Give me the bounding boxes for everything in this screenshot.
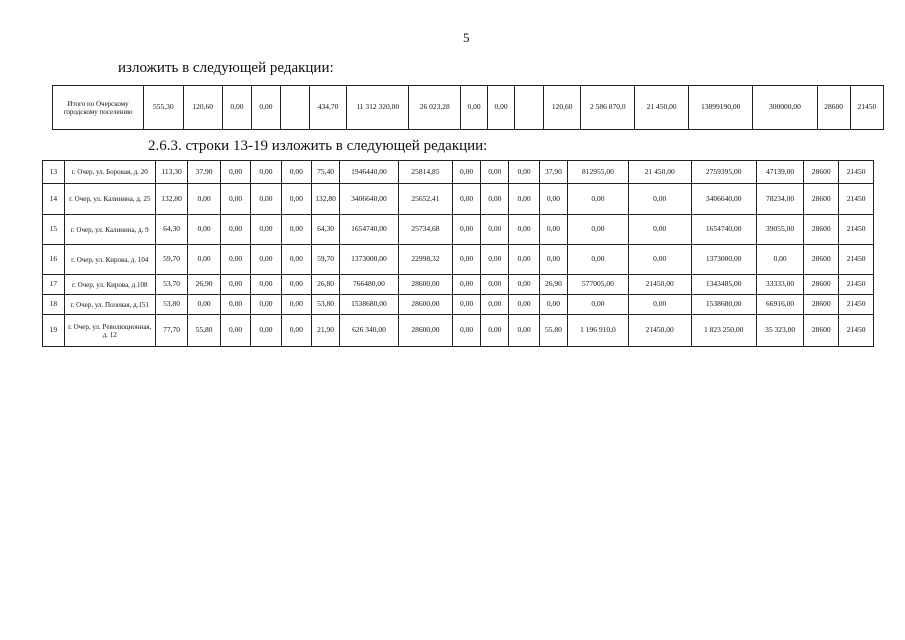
- table-cell: 28600: [804, 245, 839, 275]
- table-cell: 0,00: [453, 315, 481, 347]
- table-row: [43, 275, 874, 295]
- table-cell: 28600: [804, 161, 839, 184]
- table-cell: 28600: [804, 184, 839, 215]
- table-cell: 25734,68: [398, 215, 452, 245]
- table-cell: 26,80: [312, 275, 340, 295]
- summary-cell: 28600: [817, 86, 850, 130]
- table-cell: 812955,00: [568, 161, 629, 184]
- summary-cell: 0,00: [251, 86, 280, 130]
- summary-cell: 120,60: [183, 86, 222, 130]
- summary-cell: 26 023,28: [409, 86, 461, 130]
- subsection-heading: 2.6.3. строки 13-19 изложить в следующей редакции:: [148, 138, 488, 154]
- table-cell: 28600: [804, 295, 839, 315]
- table-cell: 0,00: [281, 315, 311, 347]
- row-number: 18: [43, 295, 65, 315]
- table-cell: 21,90: [312, 315, 340, 347]
- table-cell: 0,00: [220, 215, 250, 245]
- table-cell: 766480,00: [340, 275, 399, 295]
- table-cell: 0,00: [281, 245, 311, 275]
- table-cell: 0,00: [628, 215, 691, 245]
- table-cell: 1373000,00: [340, 245, 399, 275]
- table-cell: 0,00: [481, 275, 509, 295]
- table-cell: 0,00: [251, 245, 281, 275]
- table-cell: 0,00: [281, 215, 311, 245]
- row-address: г. Очер, ул. Полевая, д.151: [64, 295, 155, 315]
- table-cell: 0,00: [251, 315, 281, 347]
- table-cell: 0,00: [281, 161, 311, 184]
- table-cell: 21450: [839, 245, 874, 275]
- table-cell: 1946440,00: [340, 161, 399, 184]
- table-cell: 21450: [839, 215, 874, 245]
- table-cell: 626 340,00: [340, 315, 399, 347]
- table-cell: 1 823 250,00: [691, 315, 756, 347]
- table-cell: 0,00: [509, 215, 539, 245]
- table-cell: 132,80: [155, 184, 188, 215]
- table-row: [43, 184, 874, 215]
- table-cell: 0,00: [481, 315, 509, 347]
- summary-cell: 21 450,00: [635, 86, 689, 130]
- row-number: 19: [43, 315, 65, 347]
- table-cell: 21450: [839, 295, 874, 315]
- table-cell: 28600,00: [398, 315, 452, 347]
- table-cell: 53,80: [155, 295, 188, 315]
- table-cell: 0,00: [453, 295, 481, 315]
- table-cell: 39055,00: [756, 215, 804, 245]
- table-cell: 0,00: [509, 275, 539, 295]
- summary-cell: [515, 86, 544, 130]
- table-cell: 0,00: [568, 245, 629, 275]
- row-address: г. Очер, ул. Кирова, д. 104: [64, 245, 155, 275]
- table-cell: 0,00: [509, 161, 539, 184]
- page-number: 5: [463, 30, 470, 45]
- table-cell: 64,30: [312, 215, 340, 245]
- table-cell: 0,00: [220, 184, 250, 215]
- table-cell: 0,00: [539, 245, 567, 275]
- summary-cell: 120,60: [544, 86, 581, 130]
- table-cell: 0,00: [453, 275, 481, 295]
- table-cell: 77,70: [155, 315, 188, 347]
- table-row: [43, 315, 874, 347]
- table-cell: 21450: [839, 315, 874, 347]
- table-cell: 0,00: [251, 275, 281, 295]
- table-cell: 0,00: [281, 295, 311, 315]
- table-cell: 1654740,00: [340, 215, 399, 245]
- table-cell: 0,00: [568, 184, 629, 215]
- summary-cell: 0,00: [222, 86, 251, 130]
- table-cell: 0,00: [509, 245, 539, 275]
- table-cell: 0,00: [568, 295, 629, 315]
- table-cell: 53,80: [312, 295, 340, 315]
- table-cell: 0,00: [509, 184, 539, 215]
- table-cell: 3406640,00: [691, 184, 756, 215]
- table-cell: 25652,41: [398, 184, 452, 215]
- table-cell: 0,00: [220, 295, 250, 315]
- table-cell: 59,70: [155, 245, 188, 275]
- table-cell: 0,00: [481, 161, 509, 184]
- summary-label: Итого по Очерскому городскому поселению: [53, 86, 144, 130]
- table-cell: 0,00: [509, 315, 539, 347]
- summary-table: [52, 85, 884, 130]
- table-cell: 0,00: [539, 215, 567, 245]
- row-address: г. Очер, ул. Кирова, д.108: [64, 275, 155, 295]
- table-cell: 0,00: [281, 184, 311, 215]
- table-cell: 1538680,00: [691, 295, 756, 315]
- table-cell: 0,00: [453, 245, 481, 275]
- table-cell: 0,00: [509, 295, 539, 315]
- table-cell: 0,00: [251, 184, 281, 215]
- table-cell: 25814,85: [398, 161, 452, 184]
- summary-cell: 434,70: [309, 86, 346, 130]
- table-cell: 0,00: [481, 245, 509, 275]
- table-cell: 0,00: [628, 245, 691, 275]
- table-cell: 0,00: [539, 184, 567, 215]
- table-cell: 33333,00: [756, 275, 804, 295]
- table-cell: 1373000,00: [691, 245, 756, 275]
- row-address: г. Очер, ул. Боровая, д. 20: [64, 161, 155, 184]
- section-heading: изложить в следующей редакции:: [118, 60, 334, 76]
- table-cell: 0,00: [481, 184, 509, 215]
- table-cell: 59,70: [312, 245, 340, 275]
- table-cell: 1343485,00: [691, 275, 756, 295]
- table-cell: 28600,00: [398, 275, 452, 295]
- table-cell: 26,90: [539, 275, 567, 295]
- summary-cell: 555,30: [144, 86, 183, 130]
- summary-cell: 300000,00: [753, 86, 817, 130]
- table-cell: 0,00: [251, 295, 281, 315]
- table-cell: 28600: [804, 275, 839, 295]
- table-cell: 1654740,00: [691, 215, 756, 245]
- table-cell: 21450: [839, 184, 874, 215]
- row-number: 15: [43, 215, 65, 245]
- table-cell: 37,90: [539, 161, 567, 184]
- summary-cell: 11 312 320,00: [347, 86, 409, 130]
- table-row: [43, 295, 874, 315]
- row-number: 16: [43, 245, 65, 275]
- table-cell: 47139,00: [756, 161, 804, 184]
- summary-cell: 21450: [850, 86, 883, 130]
- table-cell: 0,00: [281, 275, 311, 295]
- table-cell: 28600: [804, 215, 839, 245]
- table-cell: 0,00: [220, 275, 250, 295]
- table-row: [43, 245, 874, 275]
- table-cell: 66916,00: [756, 295, 804, 315]
- table-cell: 22998,32: [398, 245, 452, 275]
- table-cell: 75,40: [312, 161, 340, 184]
- table-cell: 0,00: [539, 295, 567, 315]
- summary-cell: 2 586 870,0: [581, 86, 635, 130]
- table-cell: 132,80: [312, 184, 340, 215]
- summary-cell: 0,00: [461, 86, 488, 130]
- table-cell: 0,00: [628, 184, 691, 215]
- table-cell: 0,00: [188, 184, 221, 215]
- table-cell: 0,00: [188, 295, 221, 315]
- row-number: 14: [43, 184, 65, 215]
- row-number: 17: [43, 275, 65, 295]
- table-cell: 0,00: [188, 215, 221, 245]
- table-cell: 0,00: [628, 295, 691, 315]
- table-cell: 577005,00: [568, 275, 629, 295]
- table-cell: 28600,00: [398, 295, 452, 315]
- table-cell: 0,00: [453, 215, 481, 245]
- table-cell: 21450: [839, 161, 874, 184]
- summary-cell: 13899190,00: [689, 86, 753, 130]
- table-cell: 53,70: [155, 275, 188, 295]
- summary-row: [53, 86, 884, 130]
- table-cell: 0,00: [220, 245, 250, 275]
- table-cell: 0,00: [251, 215, 281, 245]
- table-cell: 78234,00: [756, 184, 804, 215]
- table-cell: 0,00: [756, 245, 804, 275]
- row-address: г. Очер, ул. Калинина, д. 25: [64, 184, 155, 215]
- table-cell: 55,80: [539, 315, 567, 347]
- table-cell: 64,30: [155, 215, 188, 245]
- summary-cell: 0,00: [488, 86, 515, 130]
- table-cell: 113,30: [155, 161, 188, 184]
- table-cell: 0,00: [568, 215, 629, 245]
- table-cell: 0,00: [220, 315, 250, 347]
- row-number: 13: [43, 161, 65, 184]
- row-address: г. Очер, ул. Калинина, д. 9: [64, 215, 155, 245]
- table-cell: 21 450,00: [628, 161, 691, 184]
- table-cell: 0,00: [188, 245, 221, 275]
- table-row: [43, 215, 874, 245]
- table-cell: 0,00: [481, 295, 509, 315]
- table-cell: 21450,00: [628, 315, 691, 347]
- row-address: г. Очер, ул. Революционная, д. 12: [64, 315, 155, 347]
- summary-cell: [280, 86, 309, 130]
- table-cell: 35 323,00: [756, 315, 804, 347]
- table-cell: 0,00: [453, 184, 481, 215]
- table-cell: 1 196 910,0: [568, 315, 629, 347]
- table-cell: 21450: [839, 275, 874, 295]
- table-cell: 55,80: [188, 315, 221, 347]
- table-cell: 0,00: [453, 161, 481, 184]
- table-cell: 0,00: [481, 215, 509, 245]
- table-cell: 2759395,00: [691, 161, 756, 184]
- table-cell: 0,00: [220, 161, 250, 184]
- rows-table: [42, 160, 874, 347]
- table-cell: 21450,00: [628, 275, 691, 295]
- table-cell: 0,00: [251, 161, 281, 184]
- table-cell: 37,90: [188, 161, 221, 184]
- table-row: [43, 161, 874, 184]
- table-cell: 3406640,00: [340, 184, 399, 215]
- table-cell: 28600: [804, 315, 839, 347]
- table-cell: 1538680,00: [340, 295, 399, 315]
- table-cell: 26,90: [188, 275, 221, 295]
